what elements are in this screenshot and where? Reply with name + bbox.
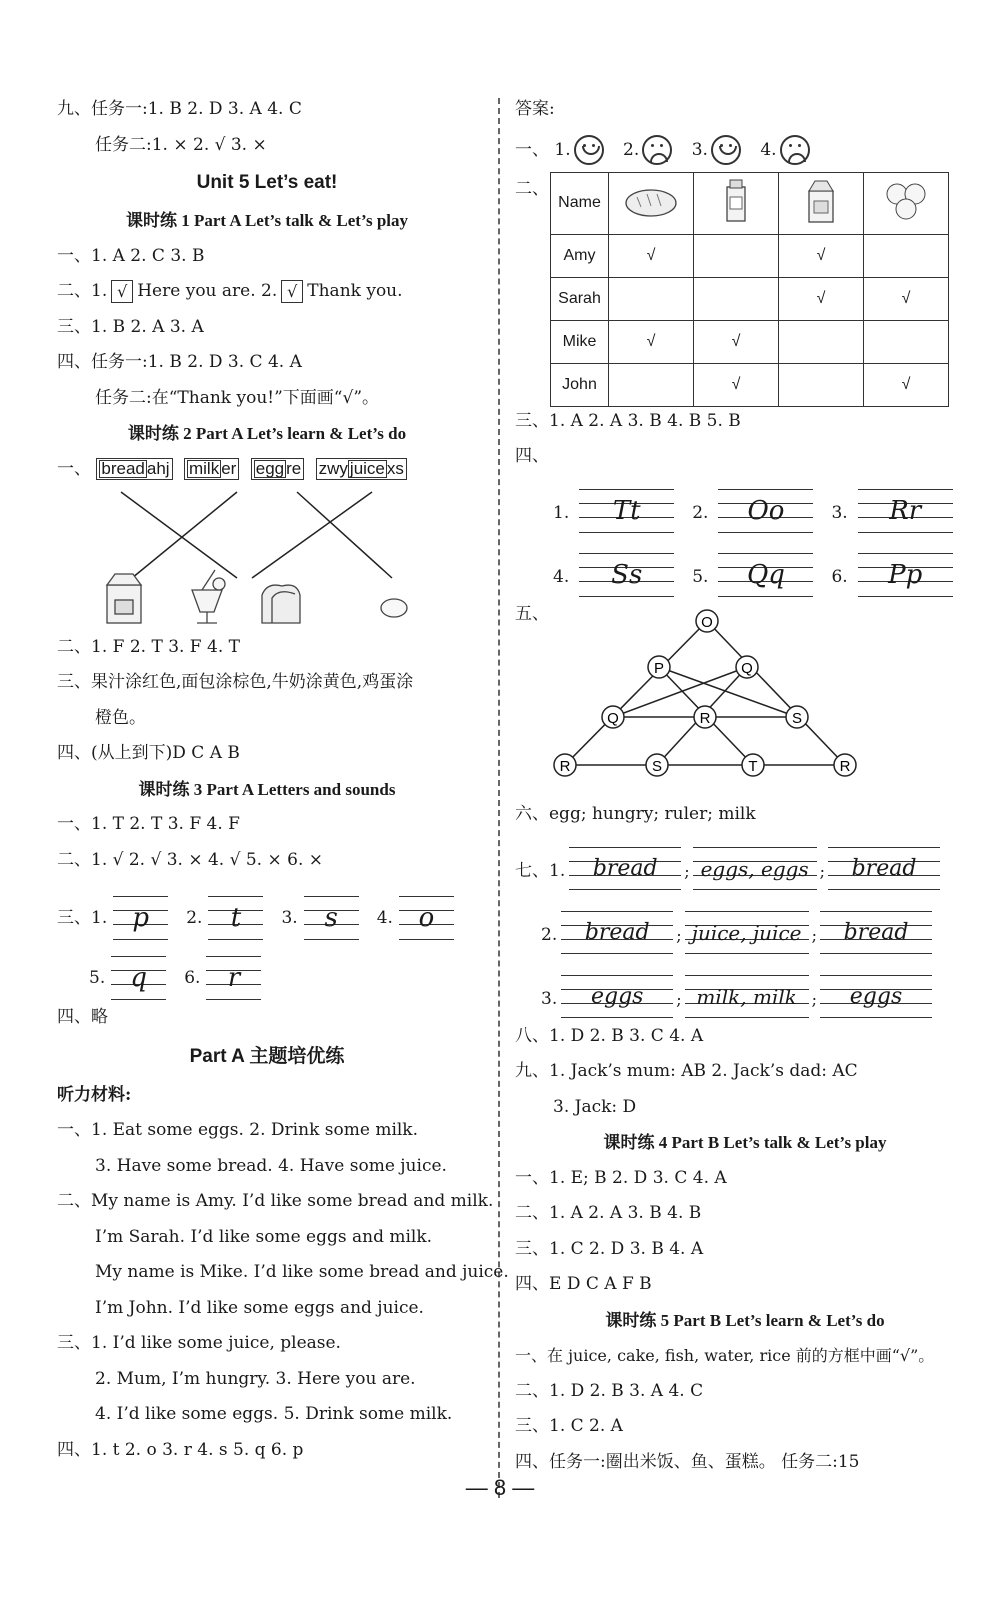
svg-text:S: S [651, 758, 663, 775]
handwritten-word: bread [592, 856, 658, 881]
word-writing-row: 七、 1. bread ; eggs, eggs ; bread [515, 833, 975, 891]
svg-text:Q: Q [607, 710, 619, 727]
handwritten-letter: o [418, 903, 435, 933]
handwritten-letter: p [132, 903, 150, 933]
handwritten-letters: Ss [611, 560, 643, 590]
writing-lines [561, 975, 673, 1019]
letter-node [554, 754, 576, 776]
sad-face-icon [642, 135, 672, 165]
answer-line: 三、果汁涂红色,面包涂棕色,牛奶涂黄色,鸡蛋涂 [57, 672, 414, 692]
table-row: Sarah √ √ [551, 277, 949, 320]
letter-node [786, 706, 808, 728]
letter-node [602, 706, 624, 728]
answer-label: 一、 [57, 458, 91, 479]
script-line: My name is Mike. I’d like some bread and juice. [95, 1262, 509, 1282]
answer-line: 橙色。 [95, 707, 146, 728]
handwritten-letter: q [130, 963, 148, 993]
word-strip: milk er [184, 458, 239, 480]
answers-heading: 答案: [515, 99, 555, 119]
handwritten-letters: Qq [746, 560, 785, 590]
food-table [550, 172, 949, 407]
egg-icon [381, 599, 407, 617]
answer-label: 四、 [515, 446, 549, 466]
letter-node [736, 656, 758, 678]
word-strip: egg re [251, 458, 305, 480]
handwritten-letters: Rr [889, 496, 922, 526]
left-column [57, 92, 509, 1468]
lesson-heading-3: 课时练 3 Part A Letters and sounds [138, 779, 396, 799]
answer-line: 九、任务一:1. B 2. D 3. A 4. C [57, 99, 302, 119]
script-line: 4. I’d like some eggs. 5. Drink some milk. [95, 1404, 453, 1424]
svg-text:R: R [559, 758, 571, 775]
letter-node [834, 754, 856, 776]
answer-line: 九、1. Jack’s mum: AB 2. Jack’s dad: AC [515, 1061, 858, 1081]
answer-line: 二、1. F 2. T 3. F 4. T [57, 636, 240, 657]
answer-line: 四、略 [57, 1007, 108, 1027]
handwritten-word: eggs [590, 984, 644, 1009]
letter-writing-row: 三、1. p 2. t 3. s 4. o [57, 878, 477, 940]
answer-line: 任务二:在“Thank you!”下面画“√”。 [95, 387, 380, 408]
lesson-heading-5: 课时练 5 Part B Let’s learn & Let’s do [605, 1310, 885, 1330]
letter-node [646, 754, 668, 776]
page-number: — 8 — [465, 1475, 535, 1500]
right-column [515, 92, 975, 1480]
bread-icon [262, 585, 300, 623]
milk-carton-icon [779, 172, 864, 234]
letter-writing-row: 5. q 6. r [57, 940, 477, 1000]
svg-text:Q: Q [741, 660, 753, 677]
letter-writing-row: 1. Tt 2. Oo 3. Rr [515, 469, 975, 533]
script-line: 2. Mum, I’m hungry. 3. Here you are. [95, 1368, 416, 1389]
answer-text: Thank you. [307, 281, 403, 301]
writing-lines [828, 847, 940, 891]
answer-line: 四、(从上到下)D C A B [57, 743, 240, 763]
writing-lines [718, 553, 813, 597]
matching-diagram [97, 490, 457, 630]
match-line [132, 492, 237, 578]
answer-line: 三、1. A 2. A 3. B 4. B 5. B [515, 410, 741, 431]
svg-text:T: T [748, 758, 758, 775]
handwritten-letter: t [230, 903, 242, 933]
answer-line: 三、1. C 2. A [515, 1416, 623, 1436]
svg-text:R: R [839, 758, 851, 775]
letter-node [696, 610, 718, 632]
unit-title: Unit 5 Let’s eat! [196, 172, 338, 193]
checkbox-answer: √ [281, 280, 303, 303]
handwritten-letters: Tt [612, 496, 641, 526]
word-writing-row: 3. eggs ; milk, milk ; eggs [515, 955, 975, 1019]
handwritten-word: bread [584, 920, 650, 945]
writing-lines [579, 553, 674, 597]
table-row: John √ √ [551, 363, 949, 406]
triangle-lines [565, 621, 845, 765]
letter-node [648, 656, 670, 678]
lesson-heading-2: 课时练 2 Part A Let’s learn & Let’s do [127, 424, 407, 443]
handwritten-word: juice, juice [691, 920, 802, 945]
answer-line: 一、1. E; B 2. D 3. C 4. A [515, 1167, 727, 1188]
script-line: 三、1. I’d like some juice, please. [57, 1333, 341, 1353]
script-line: 3. Have some bread. 4. Have some juice. [95, 1155, 447, 1176]
bread-icon [609, 172, 694, 234]
writing-lines [208, 896, 263, 940]
answer-line: 四、任务一:1. B 2. D 3. C 4. A [57, 352, 302, 372]
checkbox-answer: √ [111, 280, 133, 303]
answer-line: 三、1. B 2. A 3. A [57, 316, 204, 337]
milk-bottle-icon [694, 172, 779, 234]
script-line: 四、1. t 2. o 3. r 4. s 5. q 6. p [57, 1439, 304, 1460]
writing-lines [579, 489, 674, 533]
answer-label: 二、1. [57, 281, 108, 301]
word-strip: zwy juice xs [316, 458, 407, 480]
letter-writing-row: 4. Ss 5. Qq 6. Pp [515, 533, 975, 597]
answer-line: 六、egg; hungry; ruler; milk [515, 804, 756, 824]
answer-line: 一、1. T 2. T 3. F 4. F [57, 814, 240, 834]
lesson-heading-1: 课时练 1 Part A Let’s talk & Let’s play [125, 211, 409, 230]
writing-lines [206, 956, 261, 1000]
handwritten-letter: s [324, 903, 338, 933]
answer-line: 一、在 juice, cake, fish, water, rice 前的方框中画“√”。 [515, 1346, 935, 1365]
milk-carton-icon [107, 574, 141, 623]
handwritten-letters: Oo [747, 496, 785, 526]
eggs-icon [864, 172, 949, 234]
answer-line: 一、1. A 2. C 3. B [57, 245, 205, 266]
answer-line: 八、1. D 2. B 3. C 4. A [515, 1025, 704, 1046]
answer-text: Here you are. 2. [137, 281, 278, 301]
writing-lines [718, 489, 813, 533]
script-line: 一、1. Eat some eggs. 2. Drink some milk. [57, 1120, 419, 1140]
answer-line: 二、1. √ 2. √ 3. × 4. √ 5. × 6. × [57, 849, 323, 870]
circled-word: egg [255, 458, 285, 478]
writing-lines [561, 911, 673, 955]
word-strip: bread ahj [96, 458, 172, 480]
handwritten-word: eggs, eggs [700, 856, 809, 881]
sad-face-icon [780, 135, 810, 165]
writing-lines [685, 975, 809, 1019]
handwritten-word: bread [851, 856, 917, 881]
writing-lines [820, 911, 932, 955]
match-line [121, 492, 237, 578]
writing-lines [685, 911, 809, 955]
circled-word: juice [349, 458, 385, 478]
circled-word: bread [101, 458, 145, 478]
writing-lines [693, 847, 817, 891]
answer-line: 任务二:1. × 2. √ 3. × [95, 134, 267, 155]
food-table-block: 二、 Name Amy √ √ Sarah √ √ Mike √ √ John √ √ [515, 172, 975, 404]
word-search-row [57, 452, 477, 490]
answer-line: 3. Jack: D [553, 1096, 637, 1117]
answer-line: 二、1. A 2. A 3. B 4. B [515, 1203, 702, 1223]
listening-title: 听力材料: [57, 1084, 132, 1105]
answer-line-checkboxes [57, 274, 477, 310]
table-header-name: Name [551, 172, 609, 234]
svg-text:R: R [699, 710, 711, 727]
handwritten-letters: Pp [888, 560, 923, 590]
lesson-heading-4: 课时练 4 Part B Let’s talk & Let’s play [603, 1133, 887, 1152]
answer-line: 四、任务一:圈出米饭、鱼、蛋糕。 任务二:15 [515, 1451, 860, 1472]
script-line: 二、My name is Amy. I’d like some bread and milk. [57, 1191, 494, 1211]
writing-lines [820, 975, 932, 1019]
writing-lines [399, 896, 454, 940]
svg-text:O: O [701, 614, 713, 631]
svg-text:P: P [653, 660, 665, 677]
handwritten-letter: r [227, 963, 241, 993]
letter-node [694, 706, 716, 728]
circled-word: milk [188, 458, 220, 478]
writing-lines [569, 847, 681, 891]
writing-lines [858, 553, 953, 597]
faces-row: 一、 1. 2. 3. 4. [515, 128, 975, 172]
letter-triangle-diagram [545, 605, 885, 785]
table-row: Mike √ √ [551, 320, 949, 363]
handwritten-word: eggs [849, 984, 903, 1009]
answer-line: 三、1. C 2. D 3. B 4. A [515, 1238, 704, 1259]
script-line: I’m Sarah. I’d like some eggs and milk. [95, 1226, 433, 1247]
script-line: I’m John. I’d like some eggs and juice. [95, 1297, 424, 1318]
answer-line: 四、E D C A F B [515, 1274, 652, 1294]
section-title: Part A 主题培优练 [189, 1045, 345, 1067]
writing-lines [113, 896, 168, 940]
handwritten-word: bread [843, 920, 909, 945]
answer-line: 二、1. D 2. B 3. A 4. C [515, 1380, 704, 1401]
letter-triangle-block: 五、 O P Q Q R S R S T R [515, 597, 975, 797]
happy-face-icon [574, 135, 604, 165]
writing-lines [111, 956, 166, 1000]
writing-lines [858, 489, 953, 533]
writing-lines [304, 896, 359, 940]
letter-node [742, 754, 764, 776]
word-writing-row: 2. bread ; juice, juice ; bread [515, 891, 975, 955]
table-row: Amy √ √ [551, 234, 949, 277]
handwritten-word: milk, milk [696, 984, 797, 1009]
happy-face-icon [711, 135, 741, 165]
juice-glass-icon [192, 570, 225, 623]
svg-text:S: S [791, 710, 803, 727]
